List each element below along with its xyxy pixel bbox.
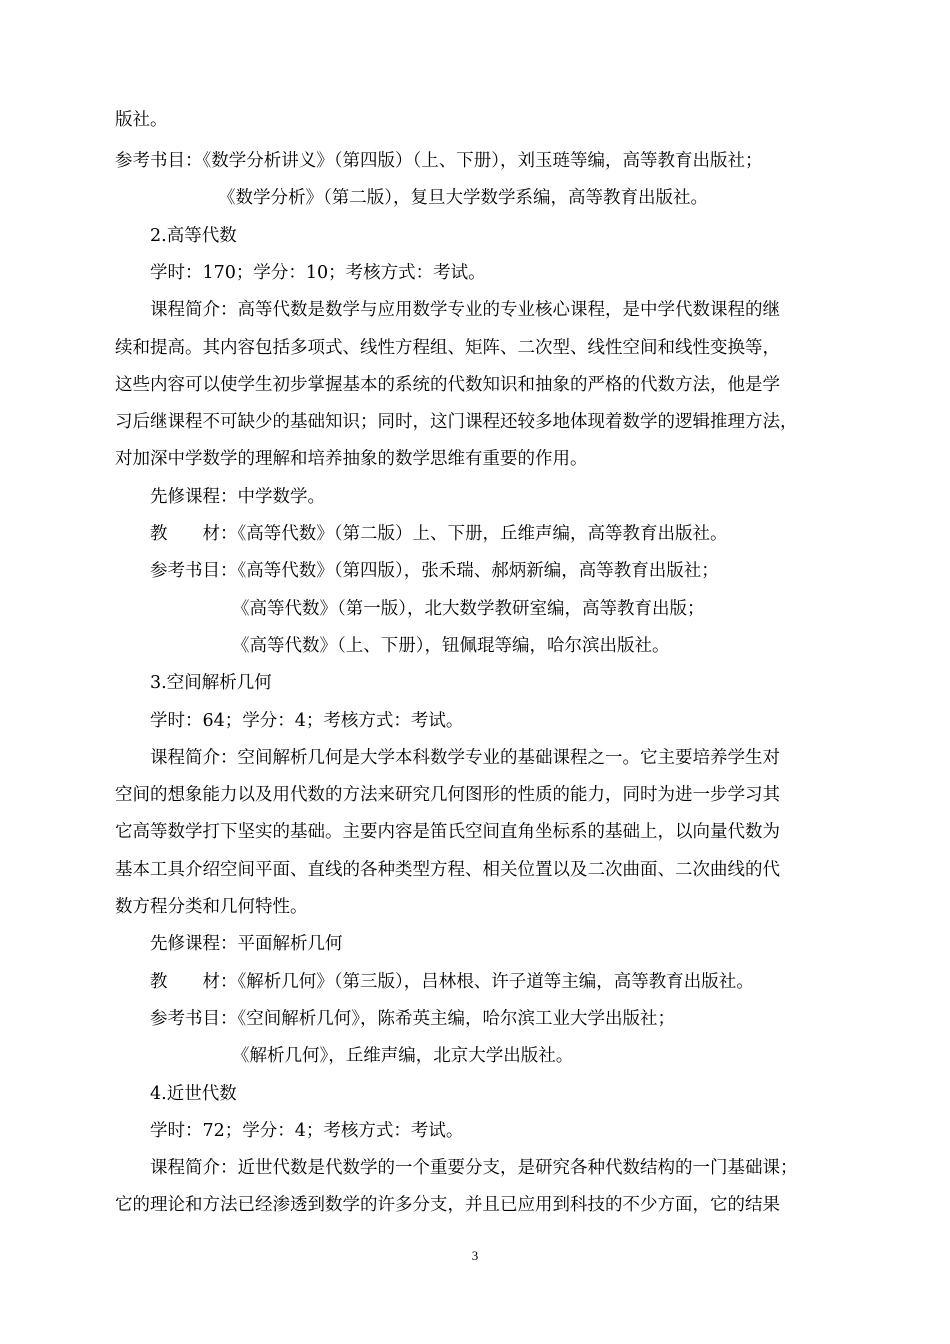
text-line: 学时：170；学分：10；考核方式：考试。 xyxy=(150,263,486,283)
text-line: 先修课程：平面解析几何 xyxy=(150,934,343,954)
text-line: 它的理论和方法已经渗透到数学的许多分支，并且已应用到科技的不少方面，它的结果 xyxy=(115,1195,780,1215)
text-line: 空间的想象能力以及用代数的方法来研究几何图形的性质的能力，同时为进一步学习其 xyxy=(115,785,780,805)
text-line: 课程简介：近世代数是代数学的一个重要分支，是研究各种代数结构的一门基础课； xyxy=(150,1158,798,1178)
text-line: 《解析几何》，丘维声编，北京大学出版社。 xyxy=(232,1046,574,1066)
text-line: 这些内容可以使学生初步掌握基本的系统的代数知识和抽象的严格的代数方法，他是学 xyxy=(115,375,780,395)
page-number: 3 xyxy=(471,1248,479,1263)
text-line: 课程简介：空间解析几何是大学本科数学专业的基础课程之一。它主要培养学生对 xyxy=(150,748,780,768)
text-line: 参考书目：《高等代数》（第四版），张禾瑞、郝炳新编，高等教育出版社； xyxy=(150,561,719,581)
text-line: 教 材：《高等代数》（第二版）上、下册，丘维声编，高等教育出版社。 xyxy=(150,524,728,544)
text-line: 教 材：《解析几何》（第三版），吕林根、许子道等主编，高等教育出版社。 xyxy=(150,972,754,992)
text-line: 习后继课程不可缺少的基础知识；同时，这门课程还较多地体现着数学的逻辑推理方法， xyxy=(115,412,798,432)
text-line: 《数学分析》（第二版），复旦大学数学系编，高等教育出版社。 xyxy=(218,188,708,208)
text-line: 版社。 xyxy=(115,110,168,130)
text-line: 数方程分类和几何特性。 xyxy=(115,897,308,917)
text-line: 续和提高。其内容包括多项式、线性方程组、矩阵、二次型、线性空间和线性变换等， xyxy=(115,338,780,358)
text-line: 对加深中学数学的理解和培养抽象的数学思维有重要的作用。 xyxy=(115,449,588,469)
text-line: 《高等代数》（上、下册），钮佩琨等编，哈尔滨出版社。 xyxy=(232,636,670,656)
text-line: 参考书目：《空间解析几何》，陈希英主编，哈尔滨工业大学出版社； xyxy=(150,1009,675,1029)
text-line: 学时：72；学分：4；考核方式：考试。 xyxy=(150,1121,464,1141)
text-line: 《高等代数》（第一版），北大数学教研室编，高等教育出版； xyxy=(232,599,705,619)
section-heading: 3.空间解析几何 xyxy=(150,673,272,693)
section-heading: 2.高等代数 xyxy=(150,226,237,246)
text-line: 基本工具介绍空间平面、直线的各种类型方程、相关位置以及二次曲面、二次曲线的代 xyxy=(115,860,780,880)
text-line: 先修课程：中学数学。 xyxy=(150,487,325,507)
text-line: 它高等数学打下坚实的基础。主要内容是笛氏空间直角坐标系的基础上，以向量代数为 xyxy=(115,822,780,842)
text-line: 参考书目：《数学分析讲义》（第四版）（上、下册），刘玉琏等编，高等教育出版社； xyxy=(115,151,763,171)
text-line: 学时：64；学分：4；考核方式：考试。 xyxy=(150,711,464,731)
section-heading: 4.近世代数 xyxy=(150,1084,237,1104)
text-line: 课程简介：高等代数是数学与应用数学专业的专业核心课程，是中学代数课程的继 xyxy=(150,300,780,320)
